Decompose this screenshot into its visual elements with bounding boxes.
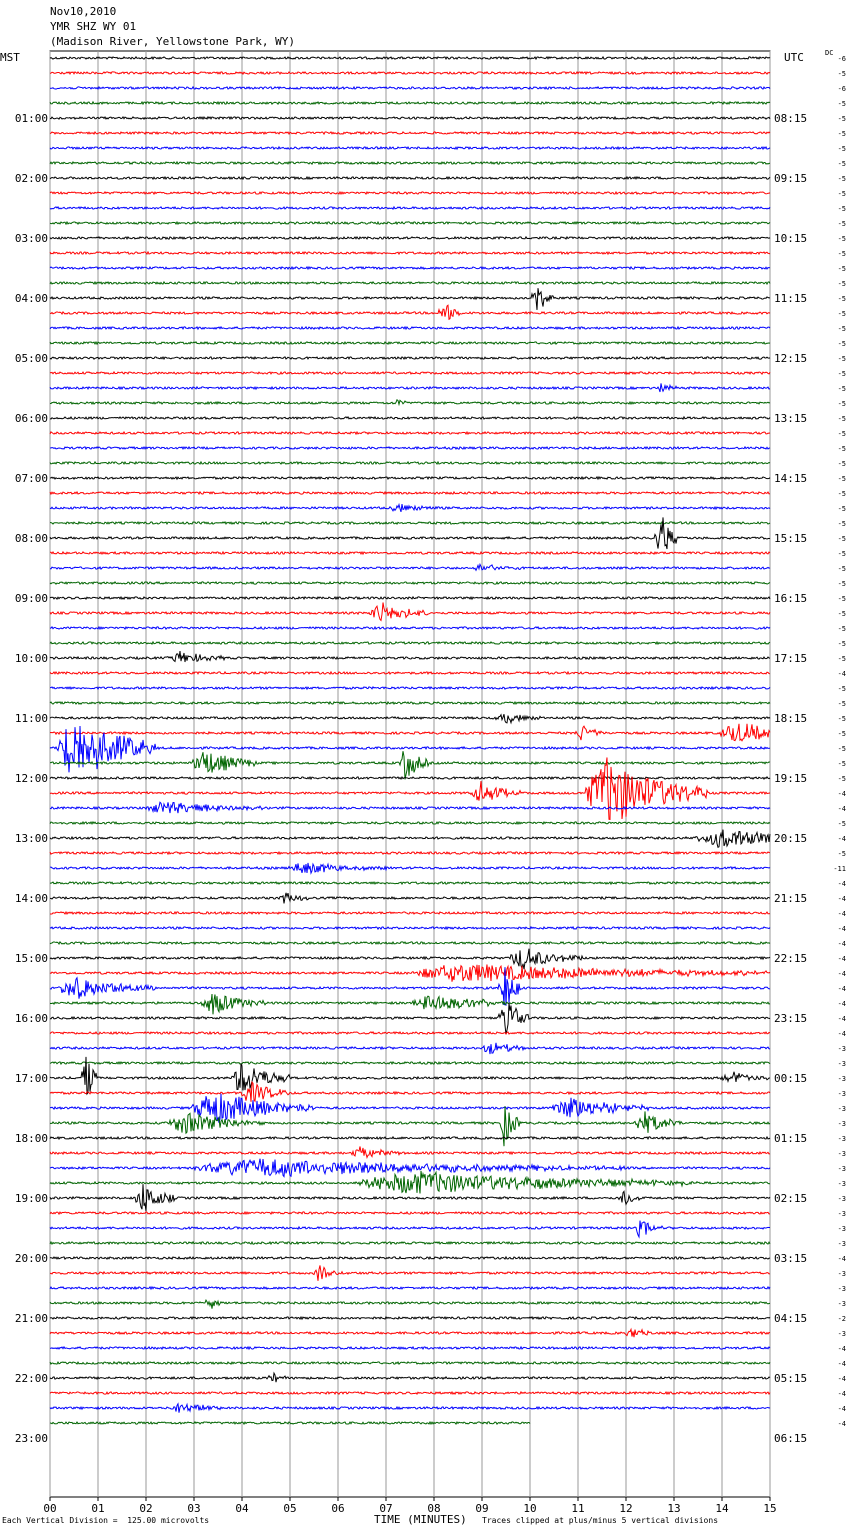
dc-offset-label: -4 [837, 1375, 846, 1383]
dc-offset-label: -5 [837, 580, 846, 588]
dc-offset-label: -4 [837, 955, 846, 963]
dc-offset-label: -3 [837, 1060, 846, 1068]
trace-line [50, 282, 770, 284]
mst-hour-label: 15:00 [14, 952, 48, 965]
dc-offset-label: -4 [837, 1405, 846, 1413]
trace-line [50, 383, 770, 392]
trace-line [50, 492, 770, 494]
utc-hour-label: 01:15 [774, 1132, 808, 1145]
dc-offset-label: -5 [837, 400, 846, 408]
trace-line [50, 357, 770, 359]
dc-offset-label: -5 [837, 760, 846, 768]
trace-line [50, 597, 770, 599]
dc-offset-label: -5 [837, 655, 846, 663]
trace-line [50, 1392, 770, 1394]
trace-line [50, 1329, 770, 1337]
trace-line [50, 714, 770, 723]
trace-line [50, 147, 770, 149]
dc-offset-label: -5 [837, 460, 846, 468]
dc-offset-label: -5 [837, 205, 846, 213]
dc-offset-label: -4 [837, 925, 846, 933]
trace-line [50, 432, 770, 434]
dc-offset-label: -4 [837, 1390, 846, 1398]
trace-line [50, 1212, 770, 1214]
dc-offset-label: -5 [837, 640, 846, 648]
trace-line [50, 342, 770, 344]
x-tick-label: 06 [331, 1502, 345, 1515]
utc-hour-label: 22:15 [774, 952, 808, 965]
utc-hour-label: 21:15 [774, 892, 808, 905]
dc-offset-label: -4 [837, 1255, 846, 1263]
trace-line [50, 751, 770, 779]
trace-line [50, 912, 770, 914]
dc-offset-label: -4 [837, 1345, 846, 1353]
mst-hour-label: 06:00 [14, 412, 48, 425]
trace-line [50, 1404, 770, 1413]
dc-offset-label: -3 [837, 1180, 846, 1188]
utc-hour-label: 00:15 [774, 1072, 808, 1085]
trace-line [50, 965, 770, 982]
utc-hour-label: 23:15 [774, 1012, 808, 1025]
trace-line [50, 522, 770, 524]
dc-offset-label: -5 [837, 145, 846, 153]
trace-line [50, 564, 770, 570]
trace-line [50, 1003, 770, 1034]
dc-offset-label: -3 [837, 1105, 846, 1113]
trace-line [50, 927, 770, 929]
trace-line [50, 372, 770, 374]
utc-hour-label: 09:15 [774, 172, 808, 185]
mst-hour-label: 16:00 [14, 1012, 48, 1025]
utc-hour-label: 18:15 [774, 712, 808, 725]
dc-offset-label: -4 [837, 1015, 846, 1023]
trace-line [50, 87, 770, 89]
x-tick-label: 04 [235, 1502, 249, 1515]
dc-offset-label: -3 [837, 1090, 846, 1098]
x-tick-label: 13 [667, 1502, 681, 1515]
x-tick-label: 11 [571, 1502, 585, 1515]
dc-offset-label: -4 [837, 985, 846, 993]
trace-line [50, 1171, 770, 1194]
dc-offset-label: -11 [833, 865, 846, 873]
trace-line [50, 627, 770, 629]
trace-line [50, 863, 770, 873]
trace-line [50, 1147, 770, 1158]
utc-hour-label: 11:15 [774, 292, 808, 305]
dc-offset-label: -4 [837, 805, 846, 813]
trace-line [50, 252, 770, 254]
dc-offset-label: -4 [837, 970, 846, 978]
trace-line [50, 893, 770, 904]
utc-hour-label: 03:15 [774, 1252, 808, 1265]
mst-hour-label: 22:00 [14, 1372, 48, 1385]
x-tick-label: 02 [139, 1502, 153, 1515]
trace-line [50, 672, 770, 674]
trace-line [50, 222, 770, 224]
utc-hour-label: 12:15 [774, 352, 808, 365]
dc-offset-label: -5 [837, 325, 846, 333]
dc-offset-label: -4 [837, 940, 846, 948]
utc-hour-label: 15:15 [774, 532, 808, 545]
utc-hour-label: 08:15 [774, 112, 808, 125]
x-tick-label: 12 [619, 1502, 633, 1515]
dc-offset-label: -5 [837, 685, 846, 693]
dc-offset-label: -3 [837, 1045, 846, 1053]
mst-hour-label: 13:00 [14, 832, 48, 845]
dc-offset-label: -5 [837, 340, 846, 348]
dc-offset-label: -5 [837, 220, 846, 228]
x-tick-label: 10 [523, 1502, 537, 1515]
dc-offset-label: -5 [837, 565, 846, 573]
header-station: YMR SHZ WY 01 [50, 20, 137, 33]
dc-offset-label: -4 [837, 790, 846, 798]
mst-hour-label: 05:00 [14, 352, 48, 365]
mst-hour-label: 09:00 [14, 592, 48, 605]
dc-offset-label: -3 [837, 1240, 846, 1248]
trace-line [50, 1373, 770, 1382]
trace-line [50, 582, 770, 584]
dc-offset-label: -6 [837, 55, 846, 63]
trace-line [50, 1137, 770, 1139]
trace-line [50, 327, 770, 329]
dc-offset-label: -5 [837, 100, 846, 108]
trace-line [50, 702, 770, 704]
dc-offset-label: -5 [837, 475, 846, 483]
dc-offset-label: -2 [837, 1315, 846, 1323]
utc-hour-label: 14:15 [774, 472, 808, 485]
utc-hour-label: 17:15 [774, 652, 808, 665]
mst-hour-label: 11:00 [14, 712, 48, 725]
dc-offset-label: -5 [837, 265, 846, 273]
dc-offset-label: -5 [837, 430, 846, 438]
dc-offset-label: -5 [837, 595, 846, 603]
dc-offset-label: -5 [837, 250, 846, 258]
trace-line [50, 552, 770, 554]
right-axis-title: UTC [784, 51, 804, 64]
mst-hour-label: 10:00 [14, 652, 48, 665]
dc-offset-label: -5 [837, 520, 846, 528]
mst-hour-label: 12:00 [14, 772, 48, 785]
dc-offset-label: -5 [837, 820, 846, 828]
trace-line [50, 830, 770, 848]
trace-line [50, 192, 770, 194]
trace-line [50, 102, 770, 104]
x-tick-label: 07 [379, 1502, 393, 1515]
dc-offset-label: -3 [837, 1150, 846, 1158]
dc-offset-label: -5 [837, 415, 846, 423]
trace-line [50, 447, 770, 449]
dc-offset-label: -3 [837, 1225, 846, 1233]
trace-line [50, 400, 770, 405]
dc-offset-label: -5 [837, 550, 846, 558]
trace-line [50, 777, 770, 779]
trace-line [50, 462, 770, 464]
trace-line [50, 1242, 770, 1244]
trace-line [50, 305, 770, 319]
trace-line [50, 207, 770, 209]
trace-line [50, 1082, 770, 1102]
dc-offset-label: -5 [837, 130, 846, 138]
mst-hour-label: 01:00 [14, 112, 48, 125]
trace-line [50, 177, 770, 179]
trace-line [50, 417, 770, 419]
x-tick-label: 05 [283, 1502, 297, 1515]
trace-line [50, 882, 770, 884]
trace-line [50, 1106, 770, 1146]
trace-line [50, 1287, 770, 1289]
trace-line [50, 1159, 770, 1177]
dc-offset-label: -3 [837, 1195, 846, 1203]
dc-offset-label: -4 [837, 1000, 846, 1008]
trace-line [50, 1043, 770, 1054]
utc-hour-label: 20:15 [774, 832, 808, 845]
trace-line [50, 237, 770, 239]
trace-line [50, 1362, 770, 1364]
x-tick-label: 15 [763, 1502, 777, 1515]
dc-offset-label: -5 [837, 745, 846, 753]
trace-line [50, 1257, 770, 1259]
mst-hour-label: 17:00 [14, 1072, 48, 1085]
trace-line [50, 117, 770, 119]
dc-offset-label: -3 [837, 1165, 846, 1173]
trace-line [50, 651, 770, 662]
utc-hour-label: 10:15 [774, 232, 808, 245]
mst-hour-label: 03:00 [14, 232, 48, 245]
trace-line [50, 1317, 770, 1319]
trace-line [50, 1300, 770, 1309]
dc-offset-label: -6 [837, 85, 846, 93]
header-location: (Madison River, Yellowstone Park, WY) [50, 35, 296, 48]
trace-line [50, 477, 770, 479]
mst-hour-label: 04:00 [14, 292, 48, 305]
dc-offset-label: -5 [837, 280, 846, 288]
dc-offset-label: -4 [837, 895, 846, 903]
dc-offset-label: -5 [837, 370, 846, 378]
trace-line [50, 1032, 770, 1034]
trace-line [50, 504, 770, 512]
trace-line [50, 1347, 770, 1349]
dc-offset-label: -4 [837, 1030, 846, 1038]
trace-line [50, 603, 770, 621]
dc-offset-label: -5 [837, 535, 846, 543]
dc-offset-label: -3 [837, 1300, 846, 1308]
dc-offset-label: -5 [837, 850, 846, 858]
utc-hour-label: 13:15 [774, 412, 808, 425]
dc-offset-label: -5 [837, 295, 846, 303]
trace-line [50, 949, 770, 970]
clip-note: Traces clipped at plus/minus 5 vertical divisions [482, 1516, 719, 1525]
trace-line [50, 642, 770, 644]
trace-line [50, 267, 770, 269]
x-tick-label: 09 [475, 1502, 489, 1515]
trace-line [50, 852, 770, 854]
trace-line [50, 942, 770, 944]
trace-line [50, 132, 770, 134]
mst-hour-label: 08:00 [14, 532, 48, 545]
dc-offset-label: -5 [837, 385, 846, 393]
x-axis-label: TIME (MINUTES) [374, 1513, 467, 1526]
trace-line [50, 802, 770, 813]
dc-offset-label: -4 [837, 835, 846, 843]
trace-line [50, 822, 770, 824]
mst-hour-label: 02:00 [14, 172, 48, 185]
dc-offset-label: -5 [837, 505, 846, 513]
x-tick-label: 14 [715, 1502, 729, 1515]
dc-offset-label: -5 [837, 115, 846, 123]
dc-offset-label: -5 [837, 310, 846, 318]
dc-offset-label: -3 [837, 1285, 846, 1293]
dc-offset-label: -3 [837, 1120, 846, 1128]
utc-hour-label: 16:15 [774, 592, 808, 605]
dc-offset-label: -5 [837, 625, 846, 633]
x-tick-label: 01 [91, 1502, 105, 1515]
dc-offset-label: -3 [837, 1270, 846, 1278]
header-date: Nov10,2010 [50, 5, 117, 18]
x-tick-label: 00 [43, 1502, 57, 1515]
trace-line [50, 724, 770, 741]
trace-line [50, 994, 770, 1014]
dc-offset-label: -3 [837, 1330, 846, 1338]
dc-offset-label: -5 [837, 235, 846, 243]
mst-hour-label: 07:00 [14, 472, 48, 485]
dc-offset-label: -3 [837, 1210, 846, 1218]
scale-note: Each Vertical Division = 125.00 microvolts [2, 1516, 210, 1525]
utc-hour-label: 19:15 [774, 772, 808, 785]
mst-hour-label: 23:00 [14, 1432, 48, 1445]
dc-offset-label: -5 [837, 715, 846, 723]
trace-line [50, 288, 770, 310]
trace-line [50, 687, 770, 689]
utc-hour-label: 02:15 [774, 1192, 808, 1205]
utc-hour-label: 05:15 [774, 1372, 808, 1385]
dc-offset-label: -4 [837, 880, 846, 888]
mst-hour-label: 19:00 [14, 1192, 48, 1205]
dc-offset-label: -5 [837, 160, 846, 168]
x-tick-label: 03 [187, 1502, 201, 1515]
dc-offset-label: -5 [837, 490, 846, 498]
dc-offset-label: -5 [837, 700, 846, 708]
mst-hour-label: 20:00 [14, 1252, 48, 1265]
dc-offset-label: -4 [837, 910, 846, 918]
trace-line [50, 72, 770, 74]
dc-offset-label: -5 [837, 445, 846, 453]
dc-offset-label: -5 [837, 355, 846, 363]
dc-offset-label: -3 [837, 1135, 846, 1143]
utc-hour-label: 06:15 [774, 1432, 808, 1445]
dc-offset-label: -5 [837, 175, 846, 183]
trace-line [50, 1062, 770, 1064]
dc-title: DC [825, 49, 834, 57]
utc-hour-label: 04:15 [774, 1312, 808, 1325]
dc-offset-label: -5 [837, 70, 846, 78]
trace-line [50, 1265, 770, 1280]
dc-offset-label: -4 [837, 1420, 846, 1428]
trace-line [50, 1094, 770, 1123]
dc-offset-label: -4 [837, 1360, 846, 1368]
dc-offset-label: -5 [837, 190, 846, 198]
mst-hour-label: 14:00 [14, 892, 48, 905]
mst-hour-label: 21:00 [14, 1312, 48, 1325]
trace-line [50, 57, 770, 59]
dc-offset-label: -5 [837, 730, 846, 738]
dc-offset-label: -4 [837, 670, 846, 678]
x-tick-label: 08 [427, 1502, 441, 1515]
trace-line [50, 162, 770, 164]
left-axis-title: MST [0, 51, 20, 64]
trace-line [50, 1221, 770, 1237]
mst-hour-label: 18:00 [14, 1132, 48, 1145]
dc-offset-label: -3 [837, 1075, 846, 1083]
dc-offset-label: -5 [837, 775, 846, 783]
dc-offset-label: -5 [837, 610, 846, 618]
